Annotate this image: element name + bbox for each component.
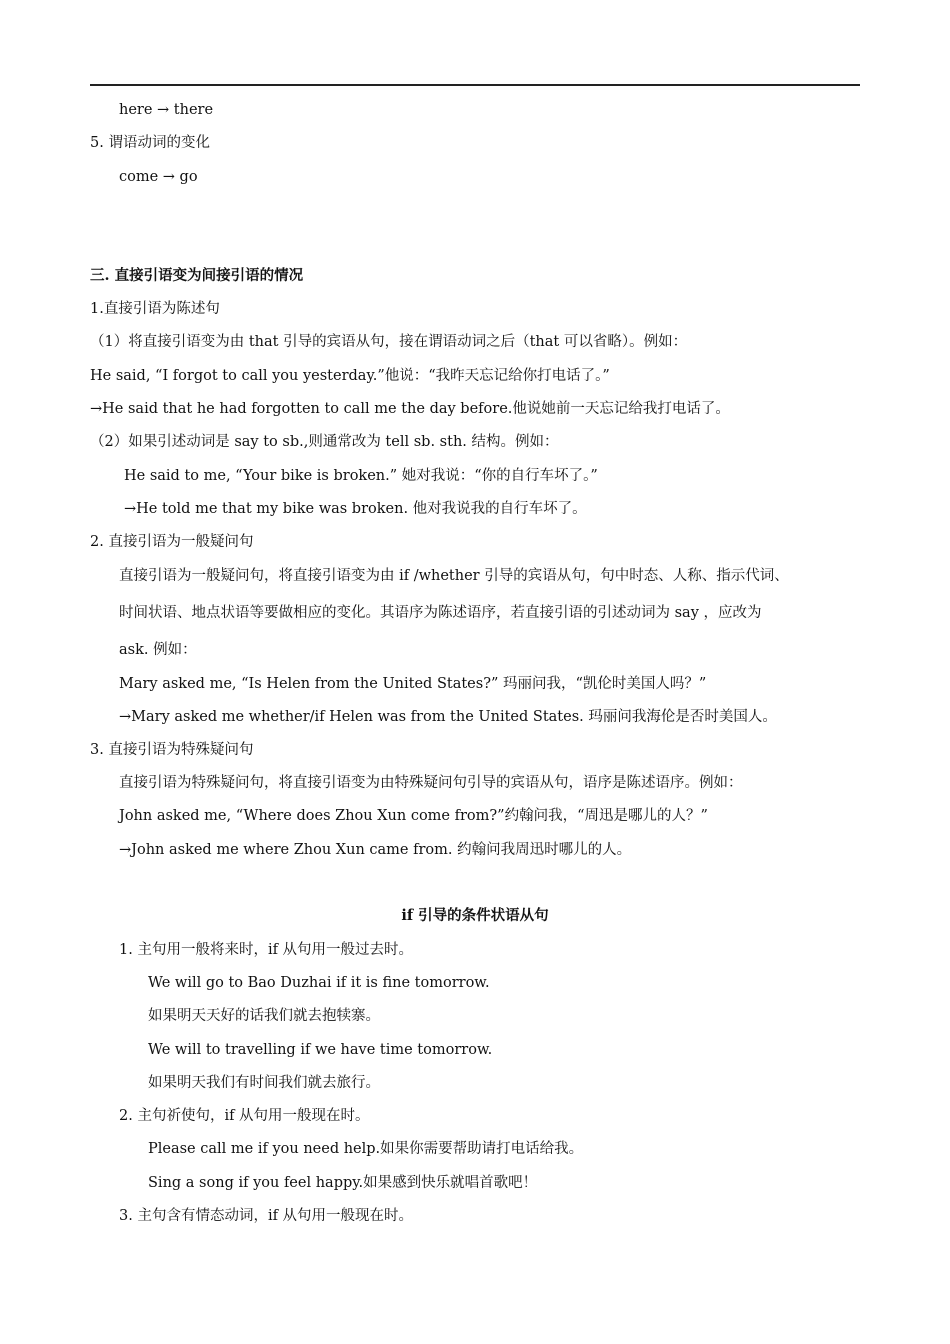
- example-line: We will go to Bao Duzhai if it is fine tomorrow.: [148, 975, 490, 991]
- example-line: Mary asked me, “Is Helen from the United States?” 玛丽问我，“凯伦时美国人吗？”: [119, 676, 707, 692]
- example-line: 如果明天天好的话我们就去抱犊寨。: [148, 1008, 380, 1024]
- example-line: We will to travelling if we have time tomorrow.: [148, 1042, 493, 1058]
- text-line: 直接引语为特殊疑问句，将直接引语变为由特殊疑问句引导的宾语从句，语序是陈述语序。例如：: [119, 775, 743, 791]
- sub-heading: 1.直接引语为陈述句: [90, 301, 220, 317]
- text-line: 直接引语为一般疑问句，将直接引语变为由 if /whether 引导的宾语从句，句中时态、人称、指示代词、: [119, 568, 789, 584]
- text-line: come → go: [119, 169, 198, 185]
- example-line: →He said that he had forgotten to call me the day before.他说她前一天忘记给我打电话了。: [90, 401, 730, 417]
- list-heading: 2. 直接引语为一般疑问句: [90, 534, 254, 550]
- list-heading: 3. 直接引语为特殊疑问句: [90, 742, 254, 758]
- text-line: 时间状语、地点状语等要做相应的变化。其语序为陈述语序，若直接引语的引述动词为 say ，应改为: [119, 605, 762, 621]
- text-line: here → there: [119, 102, 214, 118]
- section-title: if 引导的条件状语从句: [401, 907, 549, 924]
- list-heading: 1. 主句用一般将来时，if 从句用一般过去时。: [119, 942, 414, 958]
- list-heading: 5. 谓语动词的变化: [90, 135, 210, 151]
- list-heading: 2. 主句祈使句，if 从句用一般现在时。: [119, 1108, 370, 1124]
- example-line: 如果明天我们有时间我们就去旅行。: [148, 1075, 380, 1091]
- text-line: （1）将直接引语变为由 that 引导的宾语从句，接在谓语动词之后（that 可以省略）。例如：: [90, 334, 688, 350]
- example-line: He said to me, “Your bike is broken.” 她对我说：“你的自行车坏了。”: [124, 468, 598, 484]
- example-line: Please call me if you need help.如果你需要帮助请打电话给我。: [148, 1141, 584, 1157]
- example-line: →He told me that my bike was broken. 他对我说我的自行车坏了。: [124, 501, 587, 517]
- text-line: （2）如果引述动词是 say to sb.,则通常改为 tell sb. sth. 结构。例如：: [90, 434, 559, 450]
- example-line: →Mary asked me whether/if Helen was from the United States. 玛丽问我海伦是否时美国人。: [119, 709, 777, 725]
- list-heading: 3. 主句含有情态动词，if 从句用一般现在时。: [119, 1208, 414, 1224]
- header-rule: [90, 84, 860, 86]
- section-heading: 三. 直接引语变为间接引语的情况: [90, 267, 304, 284]
- example-line: John asked me, “Where does Zhou Xun come from?”约翰问我，“周迅是哪儿的人？”: [119, 808, 708, 824]
- example-line: Sing a song if you feel happy.如果感到快乐就唱首歌吧！: [148, 1175, 538, 1191]
- example-line: He said, “I forgot to call you yesterday.”他说：“我昨天忘记给你打电话了。”: [90, 368, 610, 384]
- example-line: →John asked me where Zhou Xun came from. 约翰问我周迅时哪儿的人。: [119, 842, 632, 858]
- text-line: ask. 例如：: [119, 642, 197, 658]
